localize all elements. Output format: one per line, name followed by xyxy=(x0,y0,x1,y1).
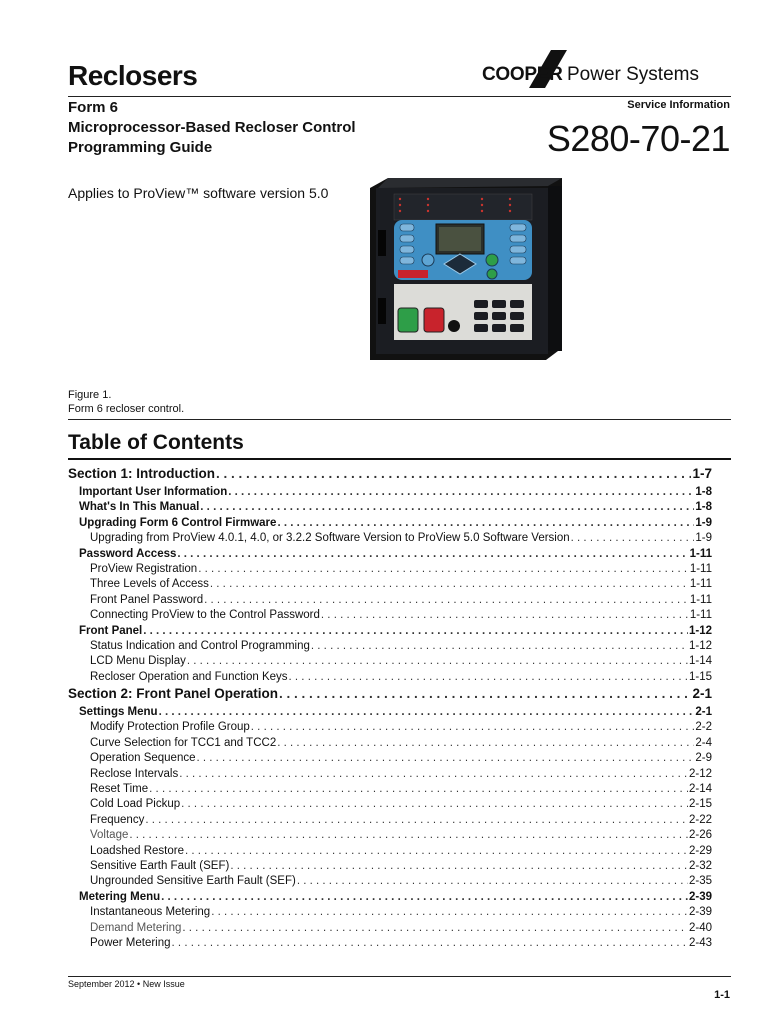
toc-entry-page: 2-1 xyxy=(695,706,712,719)
toc-entry-page: 2-14 xyxy=(688,783,712,796)
toc-entry xyxy=(68,532,712,547)
toc-leader-dots xyxy=(172,937,688,949)
toc-leader-dots xyxy=(571,532,695,544)
toc-entry-title: Ungrounded Sensitive Earth Fault (SEF) xyxy=(90,875,296,888)
toc-entry-page: 1-9 xyxy=(695,532,712,545)
toc-leader-dots xyxy=(179,768,688,780)
toc-entry-page: 2-39 xyxy=(688,890,712,903)
applies-to-text: Applies to ProView™ software version 5.0 xyxy=(68,185,329,201)
toc-entry-title: Three Levels of Access xyxy=(90,578,209,591)
toc-entry-title: Modify Protection Profile Group xyxy=(90,721,250,734)
toc-entry-title: Front Panel xyxy=(79,624,143,637)
toc-entry xyxy=(68,737,712,752)
subtitle-product: Microprocessor-Based Recloser Control xyxy=(68,119,356,136)
toc-leader-dots xyxy=(161,891,688,903)
toc-leader-dots xyxy=(181,798,688,810)
toc-entry-page: 2-39 xyxy=(688,906,712,919)
toc-entry-page: 2-35 xyxy=(688,875,712,888)
toc-entry-page: 1-8 xyxy=(695,501,712,514)
toc-entry-title: Important User Information xyxy=(79,486,228,498)
toc-entry xyxy=(68,845,712,860)
toc-heading-rule xyxy=(68,458,731,460)
toc-entry xyxy=(68,891,712,906)
toc-leader-dots xyxy=(159,706,695,718)
toc-entry-page: 2-1 xyxy=(692,686,712,702)
toc-leader-dots xyxy=(311,640,688,652)
toc-entry-title: Upgrading from ProView 4.0.1, 4.0, or 3.2.2 Software Version to ProView 5.0 Software Version xyxy=(90,532,570,545)
toc-entry-page: 2-4 xyxy=(695,736,712,749)
toc-leader-dots xyxy=(143,625,688,637)
toc-entry-title: Power Metering xyxy=(90,936,171,949)
toc-entry-page: 1-12 xyxy=(688,639,712,652)
toc-entry xyxy=(68,486,712,501)
toc-entry-title: Instantaneous Metering xyxy=(90,906,211,919)
toc-entry-title: Section 1: Introduction xyxy=(68,466,215,481)
toc-entry-title: Reset Time xyxy=(90,783,149,796)
toc-leader-dots xyxy=(197,752,695,764)
subtitle-guide: Programming Guide xyxy=(68,139,213,156)
toc-entry-page: 1-11 xyxy=(689,593,712,606)
toc-entry-page: 2-29 xyxy=(688,844,712,857)
toc-entry xyxy=(68,706,712,721)
toc-entry-page: 1-8 xyxy=(695,486,712,498)
toc-entry-page: 1-11 xyxy=(689,609,712,622)
toc-entry-page: 2-40 xyxy=(688,921,712,934)
toc-entry xyxy=(68,922,712,937)
toc-entry xyxy=(68,906,712,921)
toc-entry xyxy=(68,609,712,624)
toc-entry xyxy=(68,721,712,736)
toc-entry xyxy=(68,578,712,593)
toc-entry-page: 1-14 xyxy=(688,655,712,668)
toc-entry xyxy=(68,937,712,952)
service-information-label: Service Information xyxy=(627,99,730,111)
toc-entry-title: Front Panel Password xyxy=(90,593,204,606)
toc-entry-title: Demand Metering xyxy=(90,921,182,934)
toc-entry xyxy=(68,860,712,875)
form6-control-image xyxy=(370,178,562,360)
toc-entry-title: Settings Menu xyxy=(79,706,158,719)
toc-entry-title: Status Indication and Control Programming xyxy=(90,639,310,652)
toc-entry xyxy=(68,814,712,829)
toc-entry-title: Voltage xyxy=(90,829,129,842)
toc-entry-title: Operation Sequence xyxy=(90,752,196,765)
toc-entry-title: Recloser Operation and Function Keys xyxy=(90,670,288,683)
toc-leader-dots xyxy=(198,563,689,575)
header-rule xyxy=(68,96,731,97)
toc-leader-dots xyxy=(182,922,688,934)
toc-leader-dots xyxy=(230,860,688,872)
toc-entry-title: Curve Selection for TCC1 and TCC2 xyxy=(90,736,277,749)
toc-entry-title: Metering Menu xyxy=(79,890,161,903)
toc-entry-page: 2-15 xyxy=(688,798,712,811)
figure-label: Figure 1. xyxy=(68,389,112,401)
toc-leader-dots xyxy=(277,517,694,529)
toc-entry-page: 1-15 xyxy=(688,670,712,683)
toc-entry-page: 2-32 xyxy=(688,859,712,872)
toc-section-entry xyxy=(68,686,712,706)
section-rule xyxy=(68,419,731,420)
toc-entry-title: Upgrading Form 6 Control Firmware xyxy=(79,516,277,529)
toc-entry xyxy=(68,768,712,783)
toc-entry xyxy=(68,783,712,798)
toc-leader-dots xyxy=(187,655,688,667)
green-close-button xyxy=(398,308,418,332)
page-number: 1-1 xyxy=(714,989,730,1001)
toc-entry-page: 2-9 xyxy=(695,752,712,765)
toc-entry-page: 1-11 xyxy=(689,562,712,575)
toc-entry-page: 2-26 xyxy=(688,829,712,842)
toc-leader-dots xyxy=(149,783,688,795)
toc-entry xyxy=(68,752,712,767)
figure-caption: Form 6 recloser control. xyxy=(68,403,185,415)
toc-entry-page: 2-12 xyxy=(688,767,712,780)
footer-rule xyxy=(68,976,731,977)
cooper-logo xyxy=(482,42,732,90)
toc-leader-dots xyxy=(145,814,688,826)
toc-entry-page: 1-12 xyxy=(688,624,712,637)
toc-leader-dots xyxy=(228,486,694,498)
toc-leader-dots xyxy=(210,578,689,590)
toc-heading: Table of Contents xyxy=(68,431,244,454)
toc-entry-page: 1-9 xyxy=(695,516,712,529)
toc-entry xyxy=(68,625,712,640)
toc-entry-title: Frequency xyxy=(90,813,145,826)
toc-entry-page: 1-11 xyxy=(689,578,712,591)
toc-leader-dots xyxy=(211,906,688,918)
toc-entry-page: 2-22 xyxy=(688,813,712,826)
toc-entry-title: LCD Menu Display xyxy=(90,655,186,668)
toc-entry xyxy=(68,501,712,516)
toc-leader-dots xyxy=(289,671,688,683)
toc-entry-page: 2-43 xyxy=(688,936,712,949)
toc-entry-page: 1-7 xyxy=(692,466,712,481)
logo-suffix: Power Systems xyxy=(567,64,699,85)
document-title: Reclosers xyxy=(68,60,198,91)
toc-entry xyxy=(68,548,712,563)
toc-entry xyxy=(68,829,712,844)
toc-leader-dots xyxy=(200,501,694,513)
toc-leader-dots xyxy=(185,845,688,857)
footer-date-issue: September 2012 • New Issue xyxy=(68,979,185,989)
logo-brand: COOPER xyxy=(482,64,563,85)
toc-entry xyxy=(68,655,712,670)
toc-entry-page: 1-11 xyxy=(689,547,712,560)
toc-leader-dots xyxy=(177,548,688,560)
toc-leader-dots xyxy=(204,594,689,606)
toc-entry-page: 2-2 xyxy=(695,721,712,734)
toc-entry-title: What's In This Manual xyxy=(79,501,200,514)
toc-entry xyxy=(68,517,712,532)
toc-entry-title: ProView Registration xyxy=(90,562,198,575)
toc-entry xyxy=(68,671,712,686)
toc-entry xyxy=(68,640,712,655)
toc-leader-dots xyxy=(277,737,694,749)
toc-entry xyxy=(68,594,712,609)
toc-entry-title: Connecting ProView to the Control Password xyxy=(90,609,320,622)
document-number: S280-70-21 xyxy=(546,118,730,159)
toc-entry-title: Loadshed Restore xyxy=(90,844,184,857)
toc-entry-title: Reclose Intervals xyxy=(90,767,179,780)
toc-entry-title: Cold Load Pickup xyxy=(90,798,181,811)
toc-leader-dots xyxy=(297,875,688,887)
toc-leader-dots xyxy=(251,721,695,733)
toc-leader-dots xyxy=(321,609,689,621)
toc-entry xyxy=(68,798,712,813)
toc-entry-title: Password Access xyxy=(79,547,177,560)
toc-section-entry xyxy=(68,466,712,486)
toc-leader-dots xyxy=(129,829,688,841)
toc-entry xyxy=(68,563,712,578)
subtitle-form: Form 6 xyxy=(68,99,119,116)
toc-entry-title: Section 2: Front Panel Operation xyxy=(68,686,279,702)
toc-entry-title: Sensitive Earth Fault (SEF) xyxy=(90,859,230,872)
toc-entry xyxy=(68,875,712,890)
table-of-contents xyxy=(68,466,712,952)
red-trip-button xyxy=(424,308,444,332)
toc-leader-dots xyxy=(216,466,691,481)
toc-leader-dots xyxy=(279,686,691,701)
